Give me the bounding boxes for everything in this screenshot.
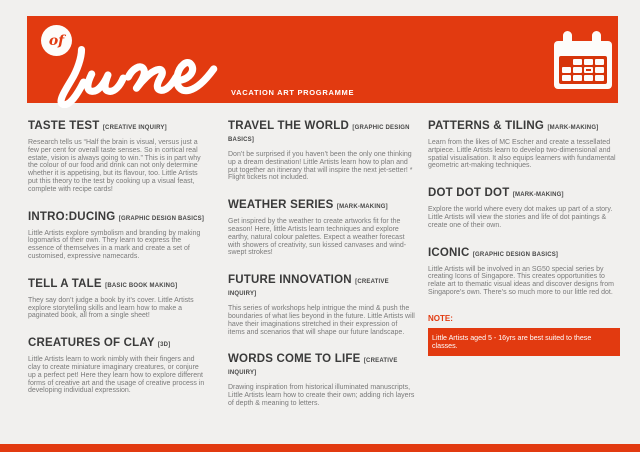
section-body: Learn from the likes of MC Escher and create a tessellated artpiece. Little Artists learn to develop two-dimensional and spatial visualisation. It also equips learners with fundamental geometric art-making techniques.: [428, 139, 616, 170]
calendar-icon: [554, 31, 612, 93]
section-body: This series of workshops help intrigue the mind & push the boundaries of what lies beyond in the future. Little Artists will have their imaginations stretched in their expression of items and scenarios that will shape our future landscape.: [228, 305, 415, 336]
section-body: Explore the world where every dot makes up part of a story. Little Artists will view the stories and life of dot paintings & create one of their own.: [428, 206, 613, 229]
calendar-grid: [559, 56, 607, 84]
column-2: [228, 120, 415, 425]
section-tag: [GRAPHIC DESIGN BASICS]: [228, 125, 410, 143]
bottom-accent-strip: [0, 444, 640, 452]
section-title: FUTURE INNOVATION [CREATIVE INQUIRY]: [228, 274, 389, 298]
section-tag: [GRAPHIC DESIGN BASICS]: [472, 251, 559, 258]
section-title: PATTERNS & TILING [MARK-MAKING]: [428, 120, 599, 132]
section-tag: [CREATIVE INQUIRY]: [228, 358, 398, 377]
section-body: Little Artists will be involved in an SG50 special series by creating Icons of Singapore. This creates opportunities to relate art to thematic visual ideas and discover designs from Singapore’s own. There’s so much more to our little red dot.: [428, 265, 614, 296]
section-tag: [CREATIVE INQUIRY]: [228, 279, 389, 298]
calendar-body: [554, 41, 612, 89]
section-tag: [3D]: [157, 342, 171, 349]
section-future-innovation: [228, 274, 415, 336]
column-3: [428, 120, 620, 356]
section-body: Get inspired by the weather to create artworks fit for the season! Here, little Artists learn techniques and explore earthy, natural colour palettes. Expect a weather forecast with showers of creativity, sun kissed canvases and wind-swept strokes!: [228, 218, 407, 257]
section-title: TASTE TEST [CREATIVE INQUIRY]: [28, 120, 167, 132]
section-creatures-of-clay: [28, 337, 207, 395]
section-body: Research tells us “Half the brain is visual, versus just a few per cent for overall taste senses. So in cortical real estate, vision is always going to win.” This is in part why the colour of our food and drink can not only determine whether it is appetising, but its flavour, too. Little Artists put this theory to the test by cooking up a visual feast, complete with recipe cards!: [28, 139, 201, 193]
note-box: Little Artists aged 5 - 16yrs are best suited to these classes.: [428, 328, 620, 356]
note-label: NOTE:: [428, 313, 453, 323]
section-title: INTRO:DUCING [GRAPHIC DESIGN BASICS]: [28, 210, 205, 223]
section-words-come-to-life: [228, 353, 415, 407]
section-patterns-tiling: [428, 120, 620, 170]
of-logo-text: of: [48, 32, 65, 49]
section-title: DOT DOT DOT [MARK-MAKING]: [428, 187, 564, 200]
june-script-text: [51, 42, 229, 108]
section-introducing: [28, 211, 207, 261]
section-tell-a-tale: [28, 278, 207, 320]
section-tag: [CREATIVE INQUIRY]: [102, 125, 167, 131]
column-1: [28, 120, 207, 412]
section-body: Don’t be surprised if you haven’t been the only one thinking up a dream destination! Little Artists learn how to plan and put together an itinerary that will inspire the next jet-setter! * Flight tickets not included.: [228, 151, 413, 182]
programme-subtitle: VACATION ART PROGRAMME: [231, 88, 355, 97]
section-tag: [GRAPHIC DESIGN BASICS]: [118, 215, 205, 222]
header-banner: [27, 16, 618, 103]
section-body: Little Artists learn to work nimbly with their fingers and clay to create miniature imaginary creatures, or conjure up a perfect pet! Here they learn how to explore different forms of creative art and the usage of creative process in developing individual expression.: [28, 356, 205, 395]
section-title: ICONIC [GRAPHIC DESIGN BASICS]: [428, 246, 559, 259]
section-dot-dot-dot: [428, 187, 620, 229]
section-title: CREATURES OF CLAY [3D]: [28, 337, 171, 350]
section-tag: [MARK-MAKING]: [547, 125, 599, 131]
section-tag: [MARK-MAKING]: [336, 204, 388, 211]
section-weather-series: [228, 199, 415, 257]
section-body: They say don’t judge a book by it’s cover. Little Artists explore storytelling skills and learn how to make a paginated book, all from a single sheet!: [28, 296, 194, 320]
section-travel-the-world: [228, 120, 415, 182]
section-title: WEATHER SERIES [MARK-MAKING]: [228, 199, 388, 212]
section-iconic: [428, 247, 620, 297]
section-title: WORDS COME TO LIFE [CREATIVE INQUIRY]: [228, 353, 398, 377]
section-title: TRAVEL THE WORLD [GRAPHIC DESIGN BASICS]: [228, 120, 410, 143]
section-title: TELL A TALE [BASIC BOOK MAKING]: [28, 277, 178, 290]
section-tag: [MARK-MAKING]: [512, 192, 564, 199]
section-taste-test: [28, 120, 207, 194]
section-body: Drawing inspiration from historical illuminated manuscripts, Little Artists learn how to create their own; adding rich layers of depth & meaning to letters.: [228, 384, 415, 407]
section-body: Little Artists explore symbolism and branding by making logomarks of their own. They learn to express the essence of themselves in a mark and create a set of customised, expressive namecards.: [28, 229, 201, 260]
section-tag: [BASIC BOOK MAKING]: [105, 282, 178, 289]
